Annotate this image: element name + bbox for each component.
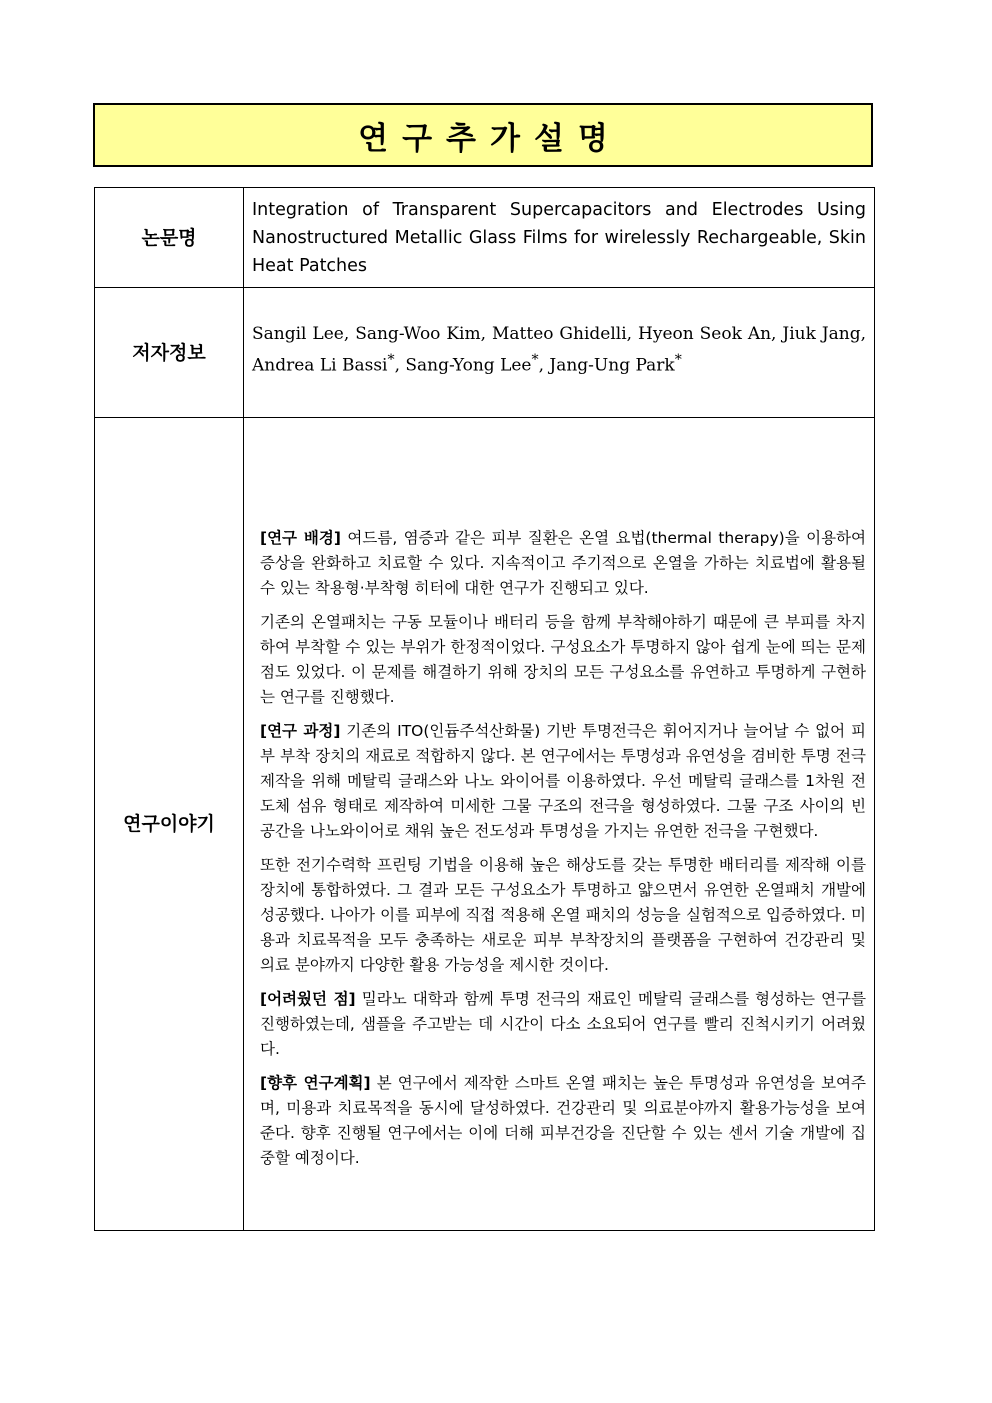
info-table	[94, 187, 875, 1231]
background-heading: [연구 배경]	[260, 529, 341, 547]
paper-title: Integration of Transparent Supercapacitors and Electrodes Using Nanostructured Metallic Glass Films for wirelessly Rechargeable, Skin Heat Patches	[244, 188, 875, 288]
author-label: 저자정보	[95, 288, 244, 418]
background-paragraph-2: 기존의 온열패치는 구동 모듈이나 배터리 등을 함께 부착해야하기 때문에 큰 부피를 차지하여 부착할 수 있는 부위가 한정적이었다. 구성요소가 투명하지 않아 쉽게 눈에 띄는 문제점도 있었다. 이 문제를 해결하기 위해 장치의 모든 구성요소를 유연하고 투명하게 구현하는 연구를 진행했다.	[260, 613, 866, 706]
story-row	[95, 418, 875, 1231]
paper-row	[95, 188, 875, 288]
author-list: Sangil Lee, Sang-Woo Kim, Matteo Ghidelli, Hyeon Seok An, Jiuk Jang, Andrea Li Bassi*, Sang-Yong Lee*, Jang-Ung Park*	[244, 288, 875, 418]
difficulty-text: 밀라노 대학과 함께 투명 전극의 재료인 메탈릭 글래스를 형성하는 연구를 진행하였는데, 샘플을 주고받는 데 시간이 다소 소요되어 연구를 빨리 진척시키기 어려웠다.	[260, 990, 866, 1058]
background-paragraph	[260, 526, 866, 601]
author-name: Jiuk Jang	[782, 323, 861, 344]
corresponding-mark: *	[387, 351, 395, 368]
process-text: 기존의 ITO(인듐주석산화물) 기반 투명전극은 휘어지거나 늘어날 수 없어 피부 부착 장치의 재료로 적합하지 않다. 본 연구에서는 투명성과 유연성을 겸비한 투명 전극 제작을 위해 메탈릭 글래스와 나노 와이어를 이용하였다. 우선 메탈릭 글래스를 1차원 전도체 섬유 형태로 제작하여 미세한 그물 구조의 전극을 형성하였다. 그물 구조 사이의 빈 공간을 나노와이어로 채워 높은 전도성과 투명성을 가지는 유연한 전극을 구현했다.	[260, 722, 866, 840]
story-label: 연구이야기	[95, 418, 244, 1231]
page-title: 연구추가설명	[358, 120, 622, 157]
future-heading: [향후 연구계획]	[260, 1074, 371, 1092]
corresponding-mark: *	[531, 351, 539, 368]
story-content	[244, 418, 875, 1231]
author-name: Sang-Yong Lee	[405, 355, 532, 376]
author-name: Sang-Woo Kim	[355, 323, 481, 344]
future-paragraph	[260, 1071, 866, 1171]
process-paragraph	[260, 719, 866, 844]
process-heading: [연구 과정]	[260, 722, 341, 740]
author-name: Jang-Ung Park	[549, 355, 675, 376]
author-name: Matteo Ghidelli	[491, 323, 627, 344]
difficulty-paragraph	[260, 987, 866, 1062]
author-name: Andrea Li Bassi	[252, 355, 388, 376]
process-paragraph-2: 또한 전기수력학 프린팅 기법을 이용해 높은 해상도를 갖는 투명한 배터리를 제작해 이를 장치에 통합하였다. 그 결과 모든 구성요소가 투명하고 얇으면서 유연한 온열패치 개발에 성공했다. 나아가 이를 피부에 직접 적용해 온열 패치의 성능을 실험적으로 입증하였다. 미용과 치료목적을 모두 충족하는 새로운 피부 부착장치의 플랫폼을 구현하여 건강관리 및 의료 분야까지 다양한 활용 가능성을 제시한 것이다.	[260, 856, 866, 974]
title-banner	[93, 103, 873, 167]
author-name: Hyeon Seok An	[638, 323, 772, 344]
difficulty-heading: [어려웠던 점]	[260, 990, 356, 1008]
corresponding-mark: *	[674, 351, 682, 368]
author-row	[95, 288, 875, 418]
background-text: 여드름, 염증과 같은 피부 질환은 온열 요법(thermal therapy)을 이용하여 증상을 완화하고 치료할 수 있다. 지속적이고 주기적으로 온열을 가하는 치료법에 활용될 수 있는 착용형·부착형 히터에 대한 연구가 진행되고 있다.	[260, 529, 866, 597]
author-name: Sangil Lee	[252, 323, 344, 344]
future-text: 본 연구에서 제작한 스마트 온열 패치는 높은 투명성과 유연성을 보여주며, 미용과 치료목적을 동시에 달성하였다. 건강관리 및 의료분야까지 활용가능성을 보여준다. 향후 진행될 연구에서는 이에 더해 피부건강을 진단할 수 있는 센서 기술 개발에 집중할 예정이다.	[260, 1074, 866, 1167]
paper-label: 논문명	[95, 188, 244, 288]
